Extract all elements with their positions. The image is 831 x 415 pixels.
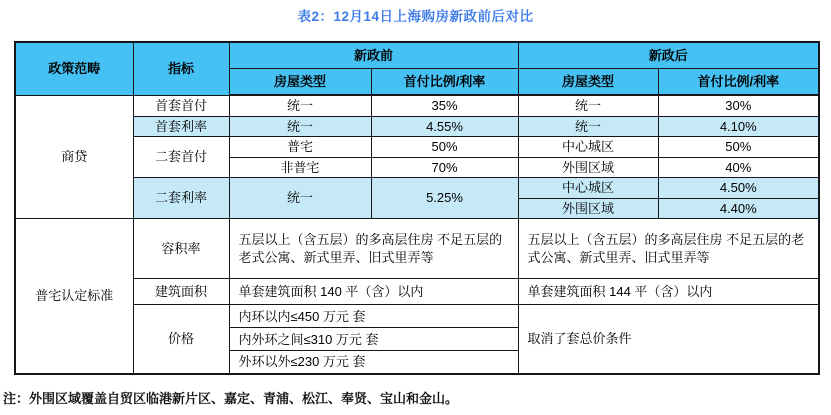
- after-type-cell: 外围区域: [518, 198, 658, 219]
- header-indicator: 指标: [133, 42, 229, 95]
- row-second-rate-a: [15, 178, 819, 199]
- before-value-cell: 50%: [371, 137, 518, 158]
- after-type-cell: 统一: [518, 116, 658, 137]
- before-type-cell: 非普宅: [229, 157, 371, 178]
- row-plot-ratio: [15, 219, 819, 279]
- indicator-cell: 二套首付: [133, 137, 229, 178]
- row-price-inner: [15, 305, 819, 328]
- header-house-type-after: 房屋类型: [518, 69, 658, 96]
- before-value-cell: 70%: [371, 157, 518, 178]
- row-first-rate: [15, 116, 819, 137]
- after-text-cell: 取消了套总价条件: [518, 305, 819, 374]
- policy-comparison-table: [14, 41, 820, 375]
- before-type-cell: 统一: [229, 178, 371, 219]
- indicator-cell: 二套利率: [133, 178, 229, 219]
- after-type-cell: 中心城区: [518, 178, 658, 199]
- indicator-cell: 建筑面积: [133, 279, 229, 305]
- after-value-cell: 4.10%: [658, 116, 819, 137]
- before-value-cell: 5.25%: [371, 178, 518, 219]
- after-text-cell: 五层以上（含五层）的多高层住房 不足五层的老式公寓、新式里弄、旧式里弄等: [518, 219, 819, 279]
- after-value-cell: 50%: [658, 137, 819, 158]
- before-type-cell: 普宅: [229, 137, 371, 158]
- after-type-cell: 中心城区: [518, 137, 658, 158]
- header-policy-category: 政策范畴: [15, 42, 133, 95]
- row-floor-area: [15, 279, 819, 305]
- indicator-cell: 价格: [133, 305, 229, 374]
- before-type-cell: 统一: [229, 116, 371, 137]
- after-value-cell: 4.50%: [658, 178, 819, 199]
- after-value-cell: 40%: [658, 157, 819, 178]
- footnote: 注：外围区域覆盖自贸区临港新片区、嘉定、青浦、松江、奉贤、宝山和金山。: [3, 390, 459, 406]
- row-first-downpayment: [15, 95, 819, 116]
- header-house-type-before: 房屋类型: [229, 69, 371, 96]
- table-title: 表2：12月14日上海购房新政前后对比: [297, 9, 534, 24]
- before-value-cell: 4.55%: [371, 116, 518, 137]
- before-text-cell: 单套建筑面积 140 平（含）以内: [229, 279, 518, 305]
- before-text-cell: 外环以外≤230 万元 套: [229, 351, 518, 374]
- header-ratio-rate-after: 首付比例/利率: [658, 69, 819, 96]
- category-ordinary-housing-standard: 普宅认定标准: [15, 219, 133, 374]
- header-before-policy: 新政前: [229, 42, 518, 69]
- indicator-cell: 容积率: [133, 219, 229, 279]
- after-text-cell: 单套建筑面积 144 平（含）以内: [518, 279, 819, 305]
- after-value-cell: 30%: [658, 95, 819, 116]
- before-text-cell: 五层以上（含五层）的多高层住房 不足五层的老式公寓、新式里弄、旧式里弄等: [229, 219, 518, 279]
- after-type-cell: 外围区域: [518, 157, 658, 178]
- header-after-policy: 新政后: [518, 42, 819, 69]
- after-type-cell: 统一: [518, 95, 658, 116]
- after-value-cell: 4.40%: [658, 198, 819, 219]
- before-text-cell: 内环以内≤450 万元 套: [229, 305, 518, 328]
- before-text-cell: 内外环之间≤310 万元 套: [229, 328, 518, 351]
- row-second-downpayment-a: [15, 137, 819, 158]
- before-type-cell: 统一: [229, 95, 371, 116]
- header-ratio-rate-before: 首付比例/利率: [371, 69, 518, 96]
- before-value-cell: 35%: [371, 95, 518, 116]
- indicator-cell: 首套利率: [133, 116, 229, 137]
- indicator-cell: 首套首付: [133, 95, 229, 116]
- category-commercial-loan: 商贷: [15, 95, 133, 219]
